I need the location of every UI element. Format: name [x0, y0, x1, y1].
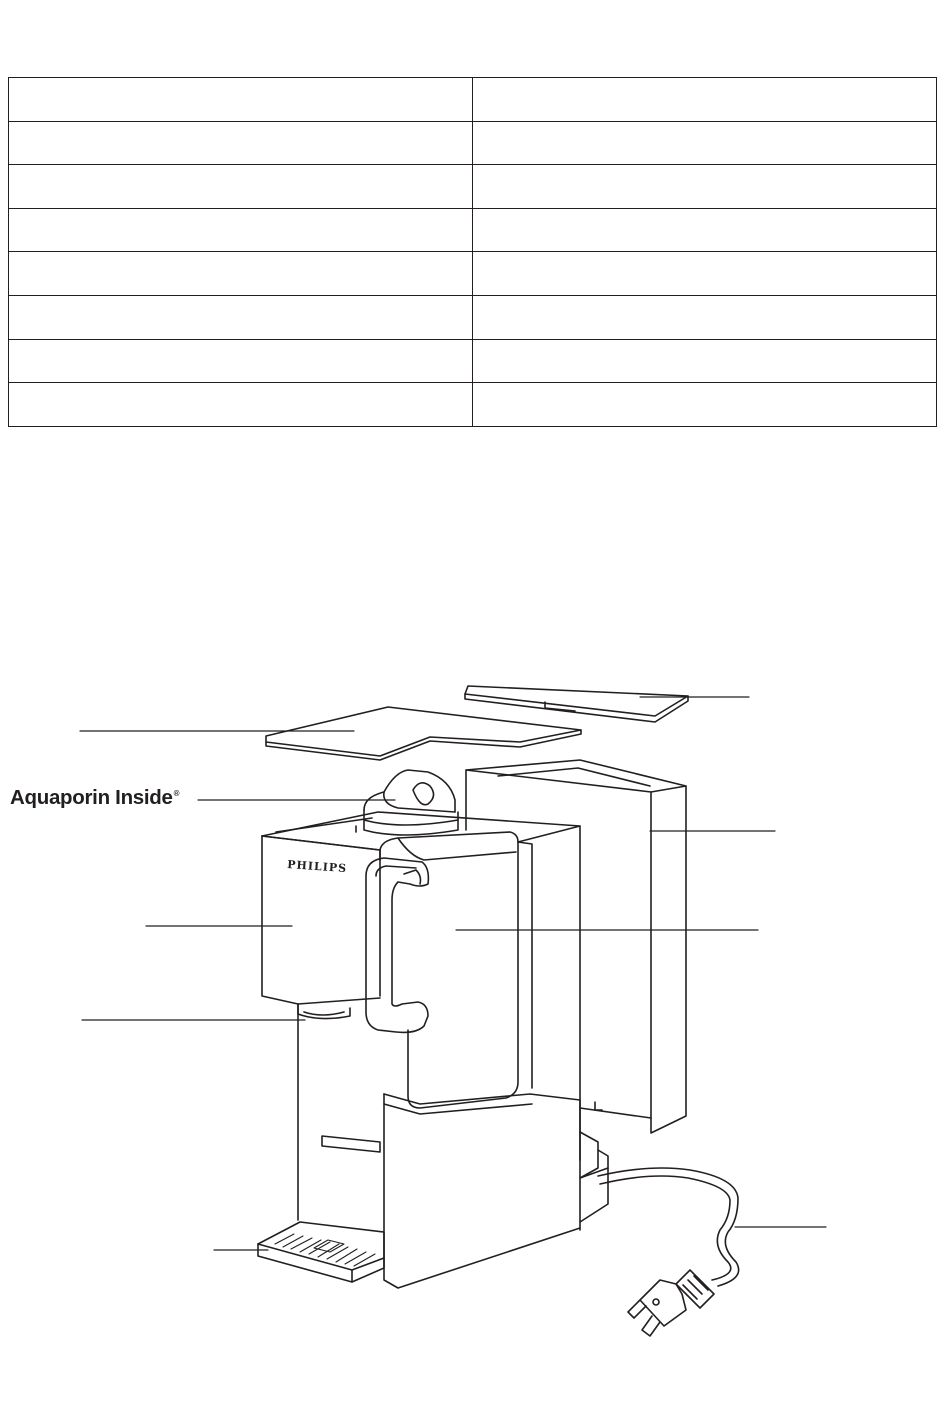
side-panel [466, 760, 686, 1133]
dispenser-nozzle [298, 1004, 350, 1019]
water-jug [366, 832, 518, 1108]
filter-cartridge [356, 770, 458, 835]
filter-lid [465, 686, 688, 722]
top-cover [266, 707, 581, 760]
base-housing [322, 1094, 580, 1288]
callout-lines [80, 697, 826, 1250]
drip-tray [258, 1222, 384, 1282]
brand-label: Aquaporin Inside® [10, 786, 180, 809]
rear-base [580, 1132, 608, 1222]
logo-text: PHILIPS [286, 858, 348, 876]
water-tank [262, 836, 380, 996]
power-cord [598, 1168, 739, 1336]
plug [628, 1270, 714, 1336]
main-body [262, 812, 580, 1220]
